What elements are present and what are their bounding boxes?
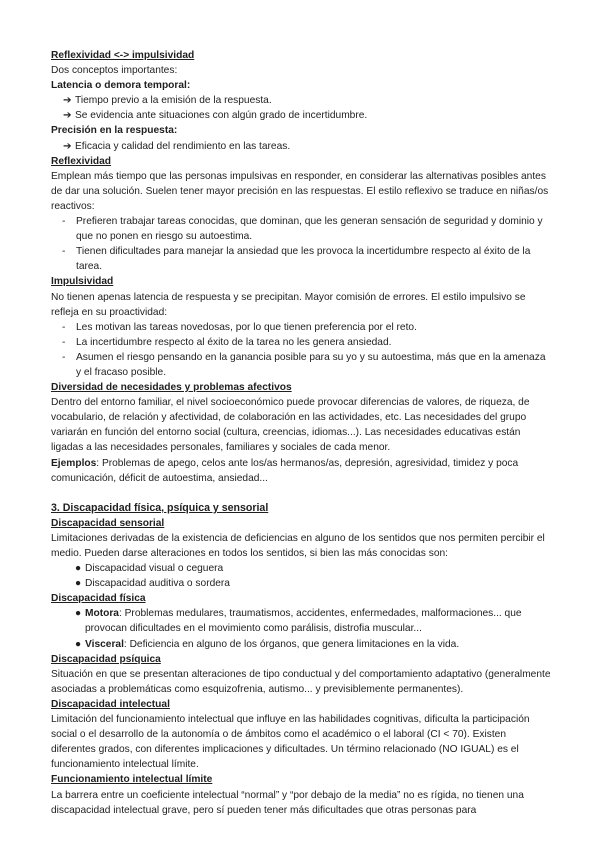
impulsividad-list <box>51 320 551 380</box>
section-3-title: 3. Discapacidad física, psíquica y sensorial <box>51 501 269 514</box>
sensorial-text: Limitaciones derivadas de la existencia de deficiencias en alguno de los sentidos que nos permiten percibir el medio. Pueden darse alteraciones en todos los sentidos, si bien las más conocidas son: <box>51 532 545 559</box>
list-item: - Asumen el riesgo pensando en la ganancia posible para su yo y su autoestima, más que en la amenaza y el fracaso posible. <box>51 350 551 380</box>
latencia-heading: Latencia o demora temporal: <box>51 80 191 92</box>
reflexividad-list <box>51 214 551 274</box>
latencia-item: ➔ Tiempo previo a la emisión de la respuesta. <box>51 93 551 108</box>
precision-item: ➔ Eficacia y calidad del rendimiento en las tareas. <box>51 139 551 154</box>
diversidad-text: Dentro del entorno familiar, el nivel socioeconómico puede provocar diferencias de valores, de riqueza, de vocabulario, de relación y afectividad, de colaboración en las actividades, etc. Las necesidades del grupo variarán en función del entorno social (cultura, creencias, idiomas...). Las necesidades educativas están ligadas a las necesidades personales, familiares y sociales de cada menor. <box>51 397 530 454</box>
heading-discapacidad-intelectual: Discapacidad intelectual <box>51 698 170 710</box>
arrow-icon: ➔ <box>63 140 72 152</box>
heading-funcionamiento-limite: Funcionamiento intelectual límite <box>51 774 213 786</box>
heading-impulsividad: Impulsividad <box>51 276 114 288</box>
latencia-item: ➔ Se evidencia ante situaciones con algún grado de incertidumbre. <box>51 108 551 123</box>
ejemplos-text: : Problemas de apego, celos ante los/as hermanos/as, depresión, agresividad, timidez y poca comunicación, déficit de autoestima, ansiedad... <box>51 457 519 484</box>
arrow-icon: ➔ <box>63 95 72 107</box>
list-item: ● Motora: Problemas medulares, traumatismos, accidentes, enfermedades, malformaciones... que provocan dificultades en el movimiento como parálisis, distrofia muscular... <box>75 608 522 635</box>
list-item: - La incertidumbre respecto al éxito de la tarea no les genera ansiedad. <box>51 335 551 350</box>
list-item: ● Discapacidad auditiva o sordera <box>51 576 551 591</box>
list-item: - Les motivan las tareas novedosas, por lo que tienen preferencia por el reto. <box>51 320 551 335</box>
list-item: - Tienen dificultades para manejar la ansiedad que les provoca la incertidumbre respecto al éxito de la tarea. <box>51 244 551 274</box>
arrow-icon: ➔ <box>63 110 72 122</box>
limite-text: La barrera entre un coeficiente intelectual “normal” y “por debajo de la media” no es rígida, no tienen una discapacidad intelectual grave, pero sí pueden tener más dificultades que otras personas para <box>51 789 524 816</box>
bullet-icon: ● <box>75 578 82 590</box>
sensorial-list <box>51 561 551 591</box>
heading-discapacidad-sensorial: Discapacidad sensorial <box>51 517 165 529</box>
fisica-list <box>51 606 551 651</box>
heading-discapacidad-psiquica: Discapacidad psíquica <box>51 653 161 665</box>
intelectual-text: Limitación del funcionamiento intelectual que influye en las habilidades cognitivas, dificulta la participación social o el desarrollo de la autonomía o de ámbitos como el académico o el laboral (CI < 70). Existen diferentes grados, con diferentes implicaciones y dificultades. Un término relacionado (NO IGUAL) es el funcionamiento intelectual límite. <box>51 714 530 771</box>
list-item: ● Visceral: Deficiencia en alguno de los órganos, que genera limitaciones en la vida. <box>51 637 551 652</box>
bullet-icon: ● <box>75 608 82 620</box>
heading-reflexividad: Reflexividad <box>51 155 112 167</box>
heading-discapacidad-fisica: Discapacidad física <box>51 593 146 605</box>
heading-reflexividad-impulsividad: Reflexividad <-> impulsividad <box>51 50 195 61</box>
intro-text: Dos conceptos importantes: <box>51 65 178 77</box>
bullet-icon: ● <box>75 563 82 575</box>
impulsividad-text: No tienen apenas latencia de respuesta y se precipitan. Mayor comisión de errores. El estilo impulsivo se refleja en su proactividad: <box>51 291 526 318</box>
reflexividad-text: Emplean más tiempo que las personas impulsivas en responder, en considerar las alternativas posibles antes de dar una solución. Suelen tener mayor precisión en las respuestas. El estilo reflexivo se traduce en niñas/os reactivos: <box>51 170 549 212</box>
heading-diversidad: Diversidad de necesidades y problemas afectivos <box>51 382 292 394</box>
list-item: - Prefieren trabajar tareas conocidas, que dominan, que les generan sensación de seguridad y dominio y que no ponen en riesgo su autoestima. <box>51 214 551 244</box>
list-item: ● Discapacidad visual o ceguera <box>51 561 551 576</box>
spacer <box>51 486 551 501</box>
bullet-icon: ● <box>75 638 82 650</box>
precision-heading: Precisión en la respuesta: <box>51 125 178 137</box>
psiquica-text: Situación en que se presentan alteraciones de tipo conductual y del comportamiento adaptativo (generalmente asociadas a problemáticas como esquizofrenia, autismo... y previsiblemente permanentes). <box>51 668 551 695</box>
document-page <box>51 48 551 818</box>
ejemplos-label: Ejemplos <box>51 457 97 469</box>
ejemplos-paragraph <box>51 456 551 486</box>
